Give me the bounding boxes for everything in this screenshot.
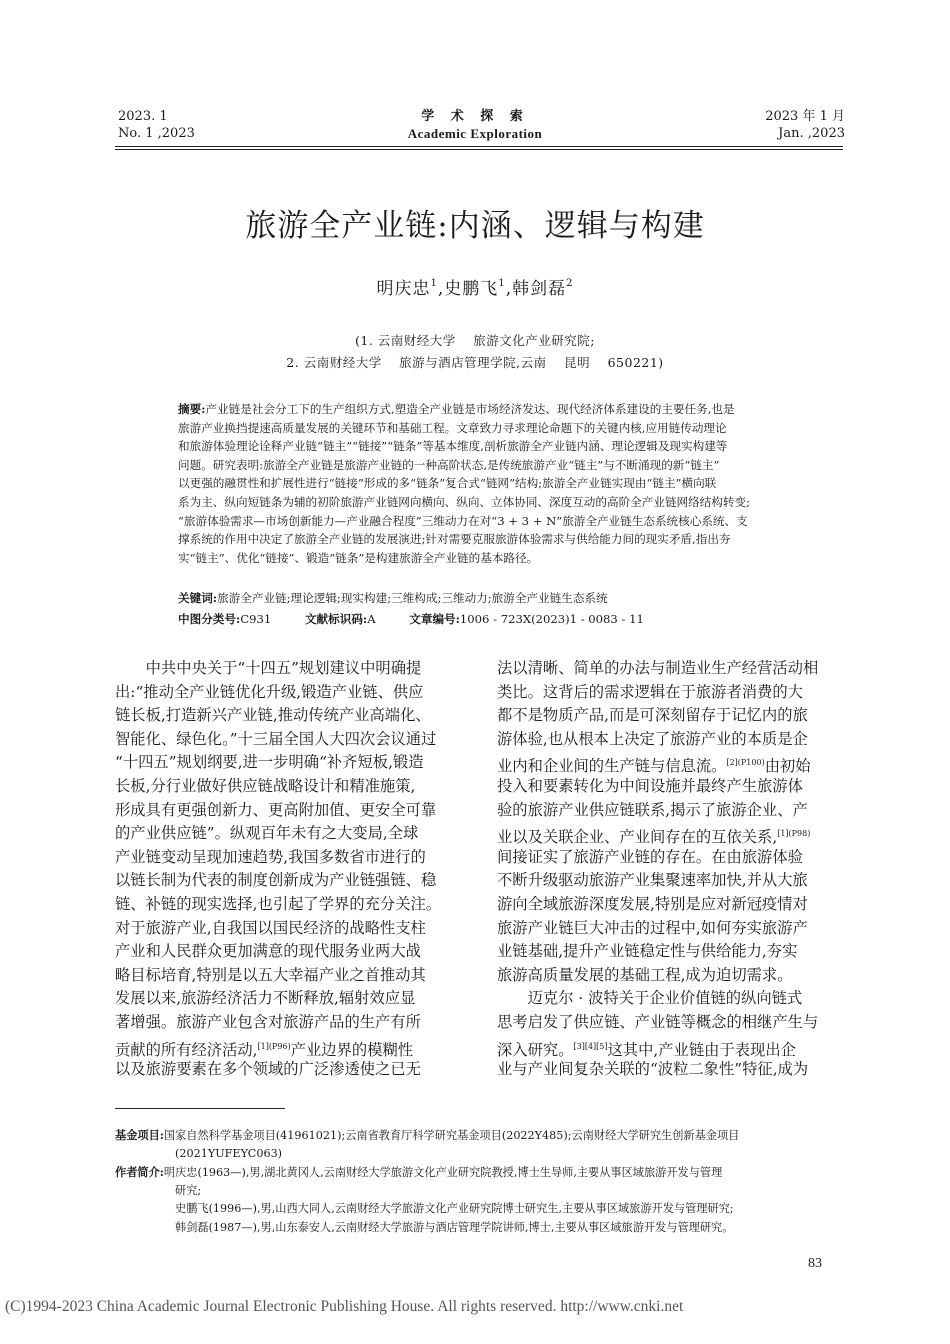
author-bio-label: 作者简介: <box>115 1165 164 1179</box>
copyright-notice: (C)1994-2023 China Academic Journal Electronic Publishing House. All rights reserved. http://www.cnki.net <box>5 1298 684 1315</box>
body-line: 贡献的所有经济活动,$^{[1](P96)}$产业边界的模糊性 <box>115 1040 414 1059</box>
page-number: 83 <box>808 1256 822 1271</box>
body-line: 产业和人民群众更加满意的现代服务业两大战 <box>115 942 421 961</box>
abstract-line: 旅游产业换挡提速高质量发展的关键环节和基础工程。文章致力寻求理论命题下的关键内核,应用链传动理论 <box>178 420 727 435</box>
body-line: 游体验,也从根本上决定了旅游产业的本质是企 <box>497 729 808 748</box>
keywords-text: 旅游全产业链;理论逻辑;现实构建;三维构成;三维动力;旅游全产业链生态系统 <box>217 591 608 605</box>
author-1-affil: 1 <box>430 278 438 289</box>
abstract-line: 问题。研究表明:旅游全产业链是旅游产业链的一种高阶状态,是传统旅游产业“链主”与不断涌现的新“链主” <box>178 457 720 472</box>
body-line: 迈克尔 · 波特关于企业价值链的纵向链式 <box>497 989 803 1008</box>
body-line: 产业链变动呈现加速趋势,我国多数省市进行的 <box>115 847 426 866</box>
body-line: 都不是物质产品,而是可深刻留存于记忆内的旅 <box>497 706 808 725</box>
author-2-affil: 1 <box>498 278 506 289</box>
author-2: ,史鹏飞 <box>437 279 499 299</box>
body-line: 的产业供应链”。纵观百年未有之大变局,全球 <box>115 824 419 843</box>
abstract-line: 实“链主”、优化“链接”、锻造“链条”是构建旅游全产业链的基本路径。 <box>178 550 539 565</box>
header-rule-top <box>115 146 843 147</box>
body-line: 中共中央关于“十四五”规划建议中明确提 <box>115 659 422 677</box>
journal-name-cn: 学 术 探 索 <box>421 109 529 124</box>
header-left <box>118 108 195 142</box>
body-line: 以链长制为代表的制度创新成为产业链强链、稳 <box>115 871 437 890</box>
fund-line: 基金项目:国家自然科学基金项目(41961021);云南省教育厅科学研究基金项目(2022Y485);云南财经大学研究生创新基金项目 <box>115 1128 740 1142</box>
body-line: 深入研究。[3][4][5]这其中,产业链由于表现出企 <box>497 1040 796 1059</box>
author-list <box>0 274 950 299</box>
author-bio-line: 作者简介:明庆忠(1963—),男,湖北黄冈人,云南财经大学旅游文化产业研究院教授,博士生导师,主要从事区域旅游开发与管理 <box>115 1165 723 1179</box>
body-line: 形成具有更强创新力、更高附加值、更安全可靠 <box>115 800 437 819</box>
abstract-line: 撑系统的作用中决定了旅游全产业链的发展演进;针对需要克服旅游体验需求与供给能力间的现实矛盾,指出夯 <box>178 532 731 547</box>
citation: [1](P96) <box>257 1041 291 1051</box>
body-line: 验的旅游产业供应链联系,揭示了旅游企业、产 <box>497 800 808 819</box>
body-line: “十四五”规划纲要,进一步明确“补齐短板,锻造 <box>115 753 424 772</box>
body-line: 游向全域旅游深度发展,特别是应对新冠疫情对 <box>497 894 808 913</box>
body-line: 发展以来,旅游经济活力不断释放,辐射效应显 <box>115 989 416 1008</box>
body-line: 业内和企业间的生产链与信息流。$^{[2](P100)}$由初始 <box>497 757 811 776</box>
fund-label: 基金项目: <box>115 1128 164 1142</box>
doc-code-label: 文献标识码: <box>304 612 368 626</box>
body-line: 思考启发了供应链、产业链等概念的相继产生与 <box>497 1012 819 1031</box>
abstract-line: 和旅游体验理论诠释产业链“链主”“链接”“链条”等基本维度,剖析旅游全产业链内涵、理论逻辑及现实构建等 <box>178 439 728 454</box>
body-line: 投入和要素转化为中间设施并最终产生旅游体 <box>497 776 803 795</box>
journal-name <box>375 108 575 142</box>
body-line: 著增强。旅游产业包含对旅游产品的生产有所 <box>115 1012 421 1031</box>
body-line: 间接证实了旅游产业链的存在。在由旅游体验 <box>497 847 803 866</box>
abstract-line: 以更强的融贯性和扩展性进行“链接”形成的多“链条”复合式“链网”结构;旅游全产业链实现由“链主”横向联 <box>178 476 717 491</box>
author-bio-line: 史鹏飞(1996—),男,山西大同人,云南财经大学旅游文化产业研究院博士研究生,主要从事区域旅游开发与管理研究; <box>175 1202 734 1215</box>
header-rule-bottom <box>115 149 843 150</box>
issue-date-en: Jan. ,2023 <box>778 126 845 141</box>
clc-label: 中图分类号: <box>178 612 241 626</box>
body-line: 链长板,打造新兴产业链,推动传统产业高端化、 <box>115 706 431 725</box>
article-number-label: 文章编号: <box>409 612 460 626</box>
abstract-line: 系为主、纵向短链条为辅的初阶旅游产业链网向横向、纵向、立体协同、深度互动的高阶全产业链网络结构转变; <box>178 494 751 509</box>
body-line: 对于旅游产业,自我国以国民经济的战略性支柱 <box>115 918 426 937</box>
citation: [2](P100) <box>726 758 765 768</box>
body-line: 类比。这背后的需求逻辑在于旅游者消费的大 <box>497 682 803 701</box>
body-line: 不断升级驱动旅游产业集聚速率加快,并从大旅 <box>497 871 808 890</box>
journal-name-en: Academic Exploration <box>407 126 543 141</box>
header-right <box>765 108 845 142</box>
article-number: 1006 - 723X(2023)1 - 0083 - 11 <box>459 612 644 626</box>
body-line: 业与产业间复杂关联的“波粒二象性”特征,成为 <box>497 1060 809 1079</box>
body-line: 以及旅游要素在多个领域的广泛渗透使之已无 <box>115 1060 421 1079</box>
body-line: 长板,分行业做好供应链战略设计和精准施策, <box>115 776 416 795</box>
abstract-line: “旅游体验需求—市场创新能力—产业融合程度”三维动力在对“3 + 3 + N”旅游全产业链生态系统核心系统、支 <box>178 513 748 528</box>
abstract-label: 摘要: <box>178 402 206 416</box>
article-title: 旅游全产业链:内涵、逻辑与构建 <box>245 208 705 244</box>
author-bio-line: 韩剑磊(1987—),男,山东泰安人,云南财经大学旅游与酒店管理学院讲师,博士,主要从事区域旅游开发与管理研究。 <box>175 1220 734 1234</box>
body-column-right <box>497 657 853 1082</box>
body-line: 业以及关联企业、产业间存在的互依关系,$^{[1](P98)}$ <box>497 828 811 847</box>
issue-date-cn: 2023 年 1 月 <box>765 109 845 124</box>
body-line: 出:“推动全产业链优化升级,锻造产业链、供应 <box>115 682 424 701</box>
abstract-line: 摘要:产业链是社会分工下的生产组织方式,塑造全产业链是市场经济发达、现代经济体系建设的主要任务,也是 <box>178 402 735 416</box>
body-line: 业链基础,提升产业链稳定性与供给能力,夯实 <box>497 942 798 961</box>
body-line: 法以清晰、简单的办法与制造业生产经营活动相 <box>497 659 819 677</box>
footnotes <box>115 1126 855 1237</box>
body-column-left <box>115 657 471 1082</box>
affiliation-1: (1. 云南财经大学 旅游文化产业研究院; <box>355 333 595 348</box>
doc-code: A <box>367 612 376 626</box>
body-line: 旅游高质量发展的基础工程,成为迫切需求。 <box>497 965 793 984</box>
author-bio-line: 研究; <box>175 1183 202 1197</box>
classification-row <box>178 611 791 627</box>
citation: [3][4][5] <box>573 1041 608 1051</box>
fund-line: (2021YUFEYC063) <box>175 1146 283 1160</box>
author-3-affil: 2 <box>566 278 574 289</box>
author-3: ,韩剑磊 <box>505 279 567 299</box>
abstract <box>178 400 791 567</box>
body-line: 链、补链的现实选择,也引起了学界的充分关注。 <box>115 894 442 913</box>
issue-date: 2023. 1 <box>118 109 168 124</box>
clc-code: C931 <box>240 612 272 626</box>
body-line: 旅游产业链巨大冲击的过程中,如何夯实旅游产 <box>497 918 808 937</box>
keywords-label: 关键词: <box>178 591 218 605</box>
footnote-rule <box>115 1108 285 1109</box>
keywords <box>178 590 791 606</box>
body-line: 略目标培育,特别是以五大幸福产业之首推动其 <box>115 965 426 984</box>
affiliation-2: 2. 云南财经大学 旅游与酒店管理学院,云南 昆明 650221) <box>286 355 664 370</box>
citation: [1](P98) <box>777 829 811 839</box>
author-1: 明庆忠 <box>376 279 431 299</box>
issue-number: No. 1 ,2023 <box>118 126 195 141</box>
body-line: 智能化、绿色化。”十三届全国人大四次会议通过 <box>115 729 437 748</box>
